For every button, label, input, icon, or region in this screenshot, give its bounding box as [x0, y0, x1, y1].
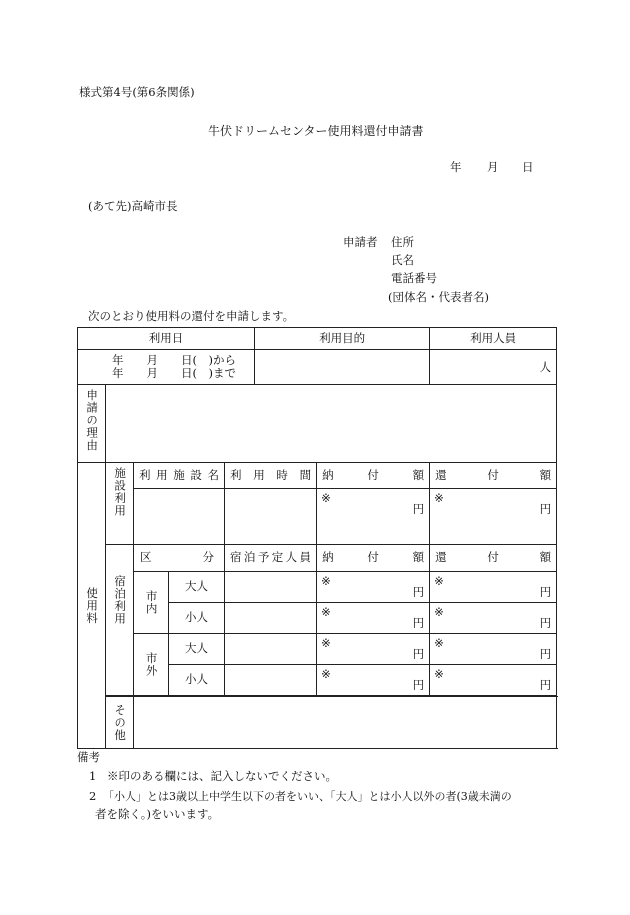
addressee: (あて先)高崎市長 [88, 199, 178, 213]
use-time-field[interactable] [225, 489, 317, 545]
reason-label-cell [78, 385, 106, 463]
facility-paid-field [317, 489, 430, 545]
other-field[interactable] [134, 697, 557, 749]
other-label-cell [106, 697, 134, 749]
header-facility-name: 利 用 施 設 名 [134, 463, 225, 489]
reserved-mark: ※ [321, 574, 331, 588]
reserved-mark: ※ [321, 667, 331, 681]
other-label: その他 [113, 703, 128, 742]
date-month-label: 月 [487, 160, 499, 174]
out-city-child-paid-field [317, 665, 430, 696]
out-city-adult-paid-field [317, 634, 430, 665]
yen-unit: 円 [539, 501, 552, 516]
yen-unit: 円 [539, 584, 552, 599]
in-city-adult-label: 大人 [169, 572, 225, 603]
header-usage-purpose: 利用目的 [255, 328, 430, 350]
header-stay-people: 宿 泊 予 定 人 員 [225, 545, 317, 572]
usage-purpose-field[interactable] [255, 350, 430, 385]
page-title: 牛伏ドリームセンター使用料還付申請書 [208, 124, 424, 138]
header-category: 区 分 [134, 545, 225, 572]
applicant-name-label: 氏名 [391, 253, 414, 267]
fee-label-cell [78, 463, 106, 749]
facility-label: 施設利用 [113, 467, 128, 517]
yen-unit: 円 [412, 677, 425, 692]
date-year-label: 年 [450, 160, 462, 174]
facility-label-cell [106, 463, 134, 545]
applicant-org-label: (団体名・代表者名) [388, 290, 489, 304]
reserved-mark: ※ [434, 491, 444, 505]
note-1-text: ※印のある欄には、記入しないでください。 [107, 769, 337, 783]
form-number: 様式第4号(第6条関係) [79, 85, 195, 99]
yen-unit: 円 [412, 501, 425, 516]
in-city-child-refund-field [430, 603, 557, 634]
reason-label: 申請の理由 [85, 389, 100, 452]
people-unit: 人 [539, 359, 552, 374]
date-from: 年 月 日( )から [112, 352, 236, 367]
note-1-number: 1 [89, 769, 97, 783]
out-city-adult-refund-field [430, 634, 557, 665]
out-city-child-label: 小人 [169, 665, 225, 696]
header-use-time: 利 用 時 間 [225, 463, 317, 489]
header-paid-amount: 納 付 額 [317, 463, 430, 489]
in-city-adult-people-field[interactable] [225, 572, 317, 603]
yen-unit: 円 [539, 677, 552, 692]
note-2-text-line2: 者を除く。)をいいます。 [95, 807, 220, 821]
facility-name-field[interactable] [134, 489, 225, 545]
in-city-label: 市内 [144, 590, 159, 615]
date-to: 年 月 日( )まで [112, 366, 236, 380]
reserved-mark: ※ [434, 574, 444, 588]
in-city-child-people-field[interactable] [225, 603, 317, 634]
reserved-mark: ※ [321, 636, 331, 650]
out-city-adult-label: 大人 [169, 634, 225, 665]
date-day-label: 日 [522, 160, 534, 174]
applicant-phone-label: 電話番号 [391, 271, 437, 285]
out-city-child-refund-field [430, 665, 557, 696]
in-city-adult-refund-field [430, 572, 557, 603]
header-refund-amount: 還 付 額 [430, 463, 557, 489]
facility-refund-field [430, 489, 557, 545]
intro-text: 次のとおり使用料の還付を申請します。 [88, 309, 295, 323]
header-refund-amount: 還 付 額 [430, 545, 557, 572]
in-city-label-cell [134, 572, 169, 634]
stay-label-cell [106, 545, 134, 696]
header-usage-date: 利用日 [78, 328, 255, 350]
header-paid-amount: 納 付 額 [317, 545, 430, 572]
reserved-mark: ※ [434, 636, 444, 650]
reserved-mark: ※ [321, 491, 331, 505]
applicant-address-label: 住所 [391, 235, 414, 249]
note-2-text-line1: 「小人」とは3歳以上中学生以下の者をいい、「大人」とは小人以外の者(3歳未満の [103, 790, 512, 803]
yen-unit: 円 [412, 584, 425, 599]
yen-unit: 円 [412, 646, 425, 661]
in-city-child-label: 小人 [169, 603, 225, 634]
notes-title: 備考 [77, 750, 100, 764]
header-usage-people: 利用人員 [430, 328, 557, 350]
out-city-child-people-field[interactable] [225, 665, 317, 696]
reserved-mark: ※ [434, 605, 444, 619]
reserved-mark: ※ [434, 667, 444, 681]
usage-date-field[interactable] [78, 350, 255, 385]
yen-unit: 円 [412, 615, 425, 630]
yen-unit: 円 [539, 646, 552, 661]
stay-label: 宿泊利用 [113, 575, 128, 625]
refund-application-table [77, 327, 557, 749]
reserved-mark: ※ [321, 605, 331, 619]
usage-people-field[interactable] [430, 350, 557, 385]
fee-label: 使用料 [85, 586, 100, 625]
applicant-label: 申請者 [343, 235, 378, 249]
note-2-number: 2 [89, 789, 97, 803]
in-city-adult-paid-field [317, 572, 430, 603]
out-city-adult-people-field[interactable] [225, 634, 317, 665]
yen-unit: 円 [539, 615, 552, 630]
out-city-label-cell [134, 634, 169, 696]
in-city-child-paid-field [317, 603, 430, 634]
out-city-label: 市外 [144, 652, 159, 677]
reason-field[interactable] [106, 385, 557, 463]
